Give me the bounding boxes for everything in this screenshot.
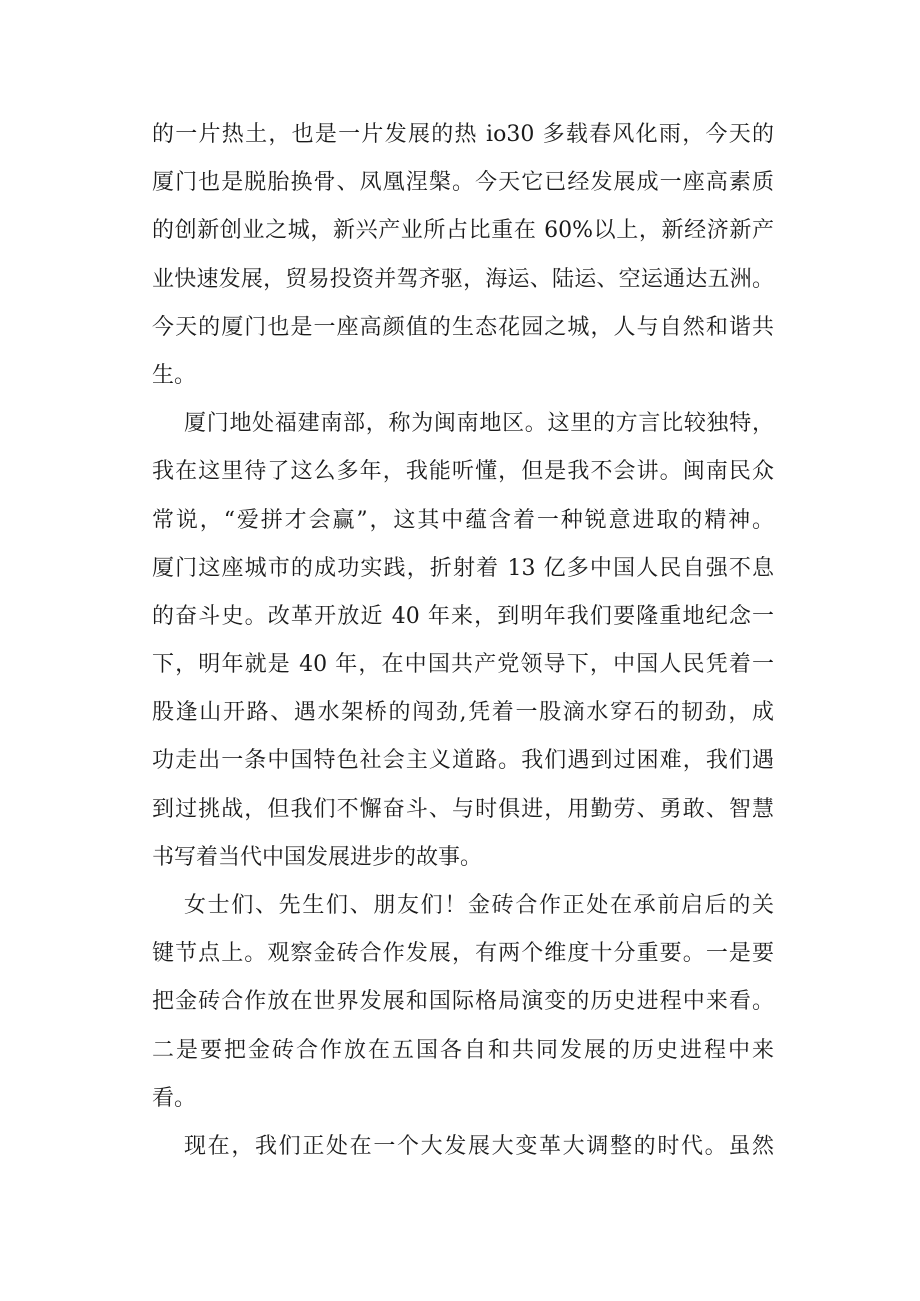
text-line-content: 到过挑战，但我们不懈奋斗、与时俱进，用勤劳、勇敢、智慧 (152, 796, 774, 822)
text-line (152, 593, 774, 641)
text-line-content: 下，明年就是 40 年，在中国共产党领导下，中国人民凭着一 (152, 652, 774, 678)
text-line (152, 786, 774, 834)
text-line-content: 把金砖合作放在世界发展和国际格局演变的历史进程中来看。 (152, 989, 774, 1015)
text-line-content: 业快速发展，贸易投资并驾齐驱，海运、陆运、空运通达五洲。 (152, 266, 774, 292)
text-line-content: 键节点上。观察金砖合作发展，有两个维度十分重要。一是要 (152, 941, 774, 967)
text-line-content: 女士们、先生们、朋友们！金砖合作正处在承前启后的关 (184, 893, 774, 918)
text-line (152, 978, 774, 1026)
text-line-content: 股逢山开路、遇水架桥的闯劲,凭着一股滴水穿石的韧劲，成 (152, 700, 774, 726)
text-line-content: 厦门地处福建南部，称为闽南地区。这里的方言比较独特， (184, 411, 774, 437)
text-line-content: 生。 (152, 362, 197, 388)
text-line-content: 的奋斗史。改革开放近 40 年来，到明年我们要隆重地纪念一 (152, 603, 774, 629)
text-line-content: 的一片热土，也是一片发展的热 io30 多载春风化雨，今天的 (152, 122, 774, 147)
text-line (152, 352, 774, 400)
text-line-content: 功走出一条中国特色社会主义道路。我们遇到过困难，我们遇 (152, 748, 774, 774)
text-line-content: 现在，我们正处在一个大发展大变革大调整的时代。虽然 (184, 1133, 774, 1159)
text-line (152, 1123, 774, 1171)
text-line (152, 400, 774, 448)
text-line (152, 448, 774, 496)
text-line-content: 厦门这座城市的成功实践，折射着 13 亿多中国人民自强不息 (152, 555, 774, 581)
text-line-content: 书写着当代中国发展进步的故事。 (152, 844, 483, 870)
text-line-content: 常说，“爱拼才会赢”，这其中蕴含着一种锐意进取的精神。 (152, 507, 774, 533)
text-line (152, 159, 774, 207)
text-line-content: 二是要把金砖合作放在五国各自和共同发展的历史进程中来 (152, 1037, 774, 1063)
text-line (152, 1027, 774, 1075)
text-line (152, 834, 774, 882)
text-line-content: 看。 (152, 1085, 197, 1111)
text-line-content: 我在这里待了这么多年，我能听懂，但是我不会讲。闽南民众 (152, 459, 774, 485)
text-line (152, 207, 774, 255)
text-line (152, 882, 774, 930)
text-line (152, 641, 774, 689)
text-line (152, 545, 774, 593)
text-line (152, 689, 774, 737)
text-line (152, 256, 774, 304)
text-line (152, 930, 774, 978)
text-line (152, 737, 774, 785)
text-line-content: 厦门也是脱胎换骨、凤凰涅槃。今天它已经发展成一座高素质 (152, 170, 774, 196)
text-line (152, 497, 774, 545)
document-body (152, 111, 774, 1171)
text-line (152, 1075, 774, 1123)
text-line-content: 今天的厦门也是一座高颜值的生态花园之城，人与自然和谐共 (152, 314, 774, 340)
text-line (152, 304, 774, 352)
text-line-content: 的创新创业之城，新兴产业所占比重在 60%以上，新经济新产 (152, 218, 774, 244)
text-line (152, 111, 774, 159)
